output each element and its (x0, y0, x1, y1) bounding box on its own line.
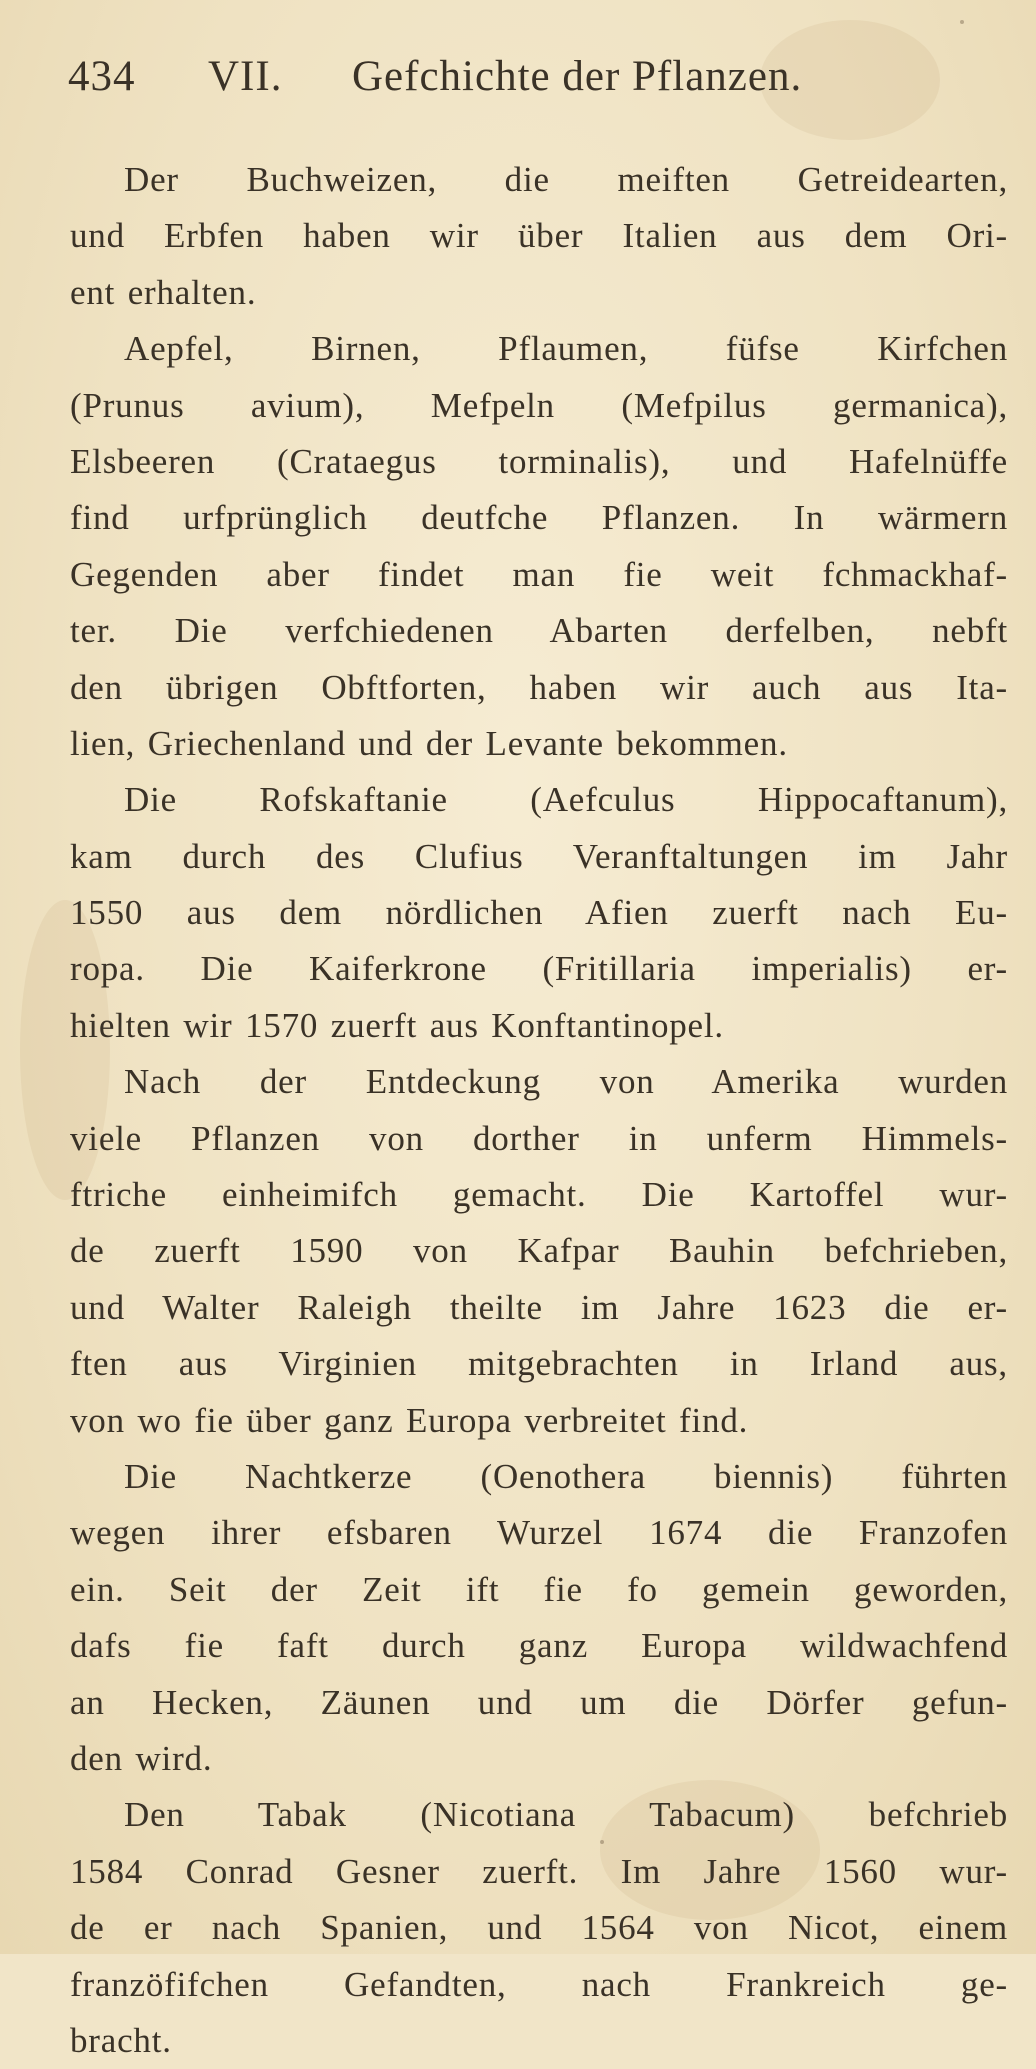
text-line: bracht. (70, 2020, 172, 2060)
text-line: Gegenden aber findet man fie weit fchmackhaf- (70, 554, 1008, 594)
text-line: ein. Seit der Zeit ift fie fo gemein geworden, (70, 1569, 1008, 1609)
text-line: von wo fie über ganz Europa verbreitet find. (70, 1400, 749, 1440)
text-line: franzöfifchen Gefandten, nach Frankreich ge- (70, 1964, 1008, 2004)
text-line: dafs fie faft durch ganz Europa wildwachfend (70, 1626, 1008, 1666)
text-line: ent erhalten. (70, 272, 257, 312)
text-line: find urfprünglich deutfche Pflanzen. In wärmern (70, 498, 1008, 538)
body-text (70, 152, 1008, 2069)
page-number: 434 (68, 53, 136, 100)
text-line: Den Tabak (Nicotiana Tabacum) befchrieb (124, 1795, 1008, 1835)
running-header (68, 52, 968, 116)
text-line: ften aus Virginien mitgebrachten in Irland aus, (70, 1344, 1008, 1384)
text-line: lien, Griechenland und der Levante bekommen. (70, 723, 788, 763)
text-line: Die Rofskaftanie (Aefculus Hippocaftanum), (124, 780, 1008, 820)
text-line: viele Pflanzen von dorther in unferm Himmels- (70, 1118, 1008, 1158)
text-line: an Hecken, Zäunen und um die Dörfer gefun- (70, 1682, 1008, 1722)
text-line: 1550 aus dem nördlichen Afien zuerft nach Eu- (70, 893, 1008, 933)
text-line: Nach der Entdeckung von Amerika wurden (124, 1062, 1008, 1102)
chapter-number: VII. (208, 53, 283, 100)
text-line: Elsbeeren (Crataegus torminalis), und Hafelnüffe (70, 441, 1008, 481)
text-line: und Walter Raleigh theilte im Jahre 1623 die er- (70, 1287, 1008, 1327)
text-line: (Prunus avium), Mefpeln (Mefpilus germanica), (70, 385, 1008, 425)
running-title: Gefchichte der Pflanzen. (352, 53, 803, 100)
text-line: de er nach Spanien, und 1564 von Nicot, einem (70, 1908, 1008, 1948)
text-line: den wird. (70, 1738, 213, 1778)
text-line: 1584 Conrad Gesner zuerft. Im Jahre 1560 wur- (70, 1851, 1008, 1891)
text-line: ter. Die verfchiedenen Abarten derfelben, nebft (70, 611, 1008, 651)
text-line: de zuerft 1590 von Kafpar Bauhin befchrieben, (70, 1231, 1008, 1271)
text-line: wegen ihrer efsbaren Wurzel 1674 die Franzofen (70, 1513, 1008, 1553)
text-line: Aepfel, Birnen, Pflaumen, füfse Kirfchen (124, 329, 1008, 369)
text-line: kam durch des Clufius Veranftaltungen im Jahr (70, 836, 1008, 876)
text-line: hielten wir 1570 zuerft aus Konftantinopel. (70, 1005, 724, 1045)
text-line: ftriche einheimifch gemacht. Die Kartoffel wur- (70, 1175, 1008, 1215)
text-line: ropa. Die Kaiferkrone (Fritillaria imperialis) er- (70, 949, 1008, 989)
text-line: Der Buchweizen, die meiften Getreidearten, (124, 160, 1008, 199)
text-line: und Erbfen haben wir über Italien aus dem Ori- (70, 216, 1008, 256)
text-line: Die Nachtkerze (Oenothera biennis) führten (124, 1456, 1008, 1496)
text-line: den übrigen Obftforten, haben wir auch aus Ita- (70, 667, 1008, 707)
ink-speck (960, 20, 964, 24)
